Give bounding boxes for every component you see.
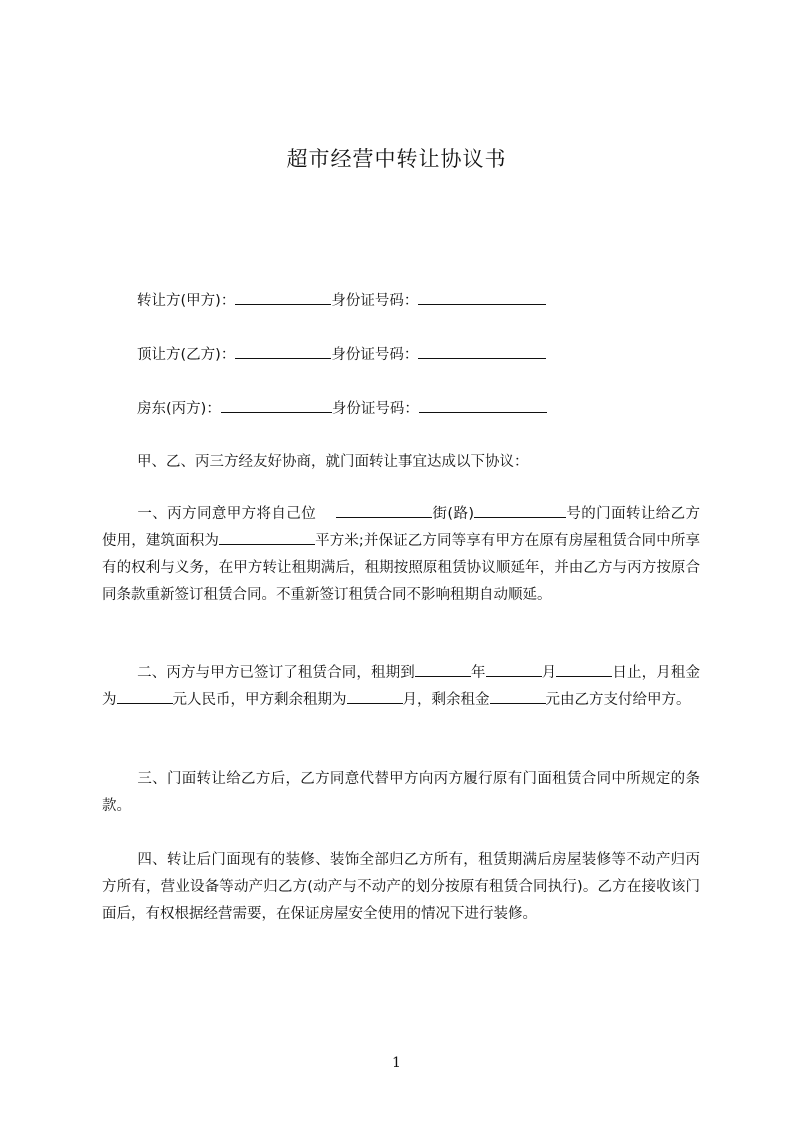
id-blank xyxy=(419,398,547,413)
number-blank xyxy=(474,503,566,518)
rent-blank xyxy=(117,689,173,704)
page-number: 1 xyxy=(392,1055,401,1071)
id-blank xyxy=(418,344,546,359)
id-label: 身份证号码： xyxy=(331,401,419,417)
party-line-transferee xyxy=(137,344,546,364)
clause-4: 四、转让后门面现有的装修、装饰全部归乙方所有，租赁期满后房屋装修等不动产归丙方所有，营业设备等动产归乙方(动产与不动产的划分按原有租赁合同执行)。乙方在接收该门面后，有权根据经营需要，在保证房屋安全使用的情况下进行装修。 xyxy=(102,852,700,922)
remaining-term-blank xyxy=(347,689,403,704)
name-blank xyxy=(235,290,331,305)
document-title: 超市经营中转让协议书 xyxy=(286,147,507,171)
month-blank xyxy=(486,662,542,677)
street-blank xyxy=(336,503,432,518)
name-blank xyxy=(235,344,331,359)
clause-2: 二、丙方与甲方已签订了租赁合同，租期到 年 月 日止，月租金为 元人民币，甲方剩余租期为 月，剩余租金 元由乙方支付给甲方。 xyxy=(102,660,700,714)
area-blank xyxy=(219,530,315,545)
day-blank xyxy=(556,662,612,677)
id-blank xyxy=(418,290,546,305)
year-blank xyxy=(415,662,471,677)
clause-3: 三、门面转让给乙方后，乙方同意代替甲方向丙方履行原有门面租赁合同中所规定的条款。 xyxy=(102,771,700,814)
id-label: 身份证号码： xyxy=(331,293,419,309)
clause-1: 一、丙方同意甲方将自己位 街(路) 号的门面转让给乙方使用，建筑面积为 平方米;并保证乙方同等享有甲方在原有房屋租赁合同中所享有的权利与义务，在甲方转让租期满后，租期按照原租赁协议顺延年，并由乙方与丙方按原合同条款重新签订租赁合同。不重新签订租赁合同不影响租期自动顺延。 xyxy=(102,501,700,609)
party-label: 转让方(甲方)： xyxy=(137,293,236,309)
id-label: 身份证号码： xyxy=(331,347,419,363)
name-blank xyxy=(221,398,332,413)
party-line-landlord xyxy=(137,398,547,418)
remaining-rent-blank xyxy=(490,689,546,704)
party-line-transferor xyxy=(137,290,546,310)
party-label: 顶让方(乙方)： xyxy=(137,347,236,363)
party-label: 房东(丙方)： xyxy=(137,401,221,417)
intro-line: 甲、乙、丙三方经友好协商，就门面转让事宜达成以下协议： xyxy=(137,454,529,470)
